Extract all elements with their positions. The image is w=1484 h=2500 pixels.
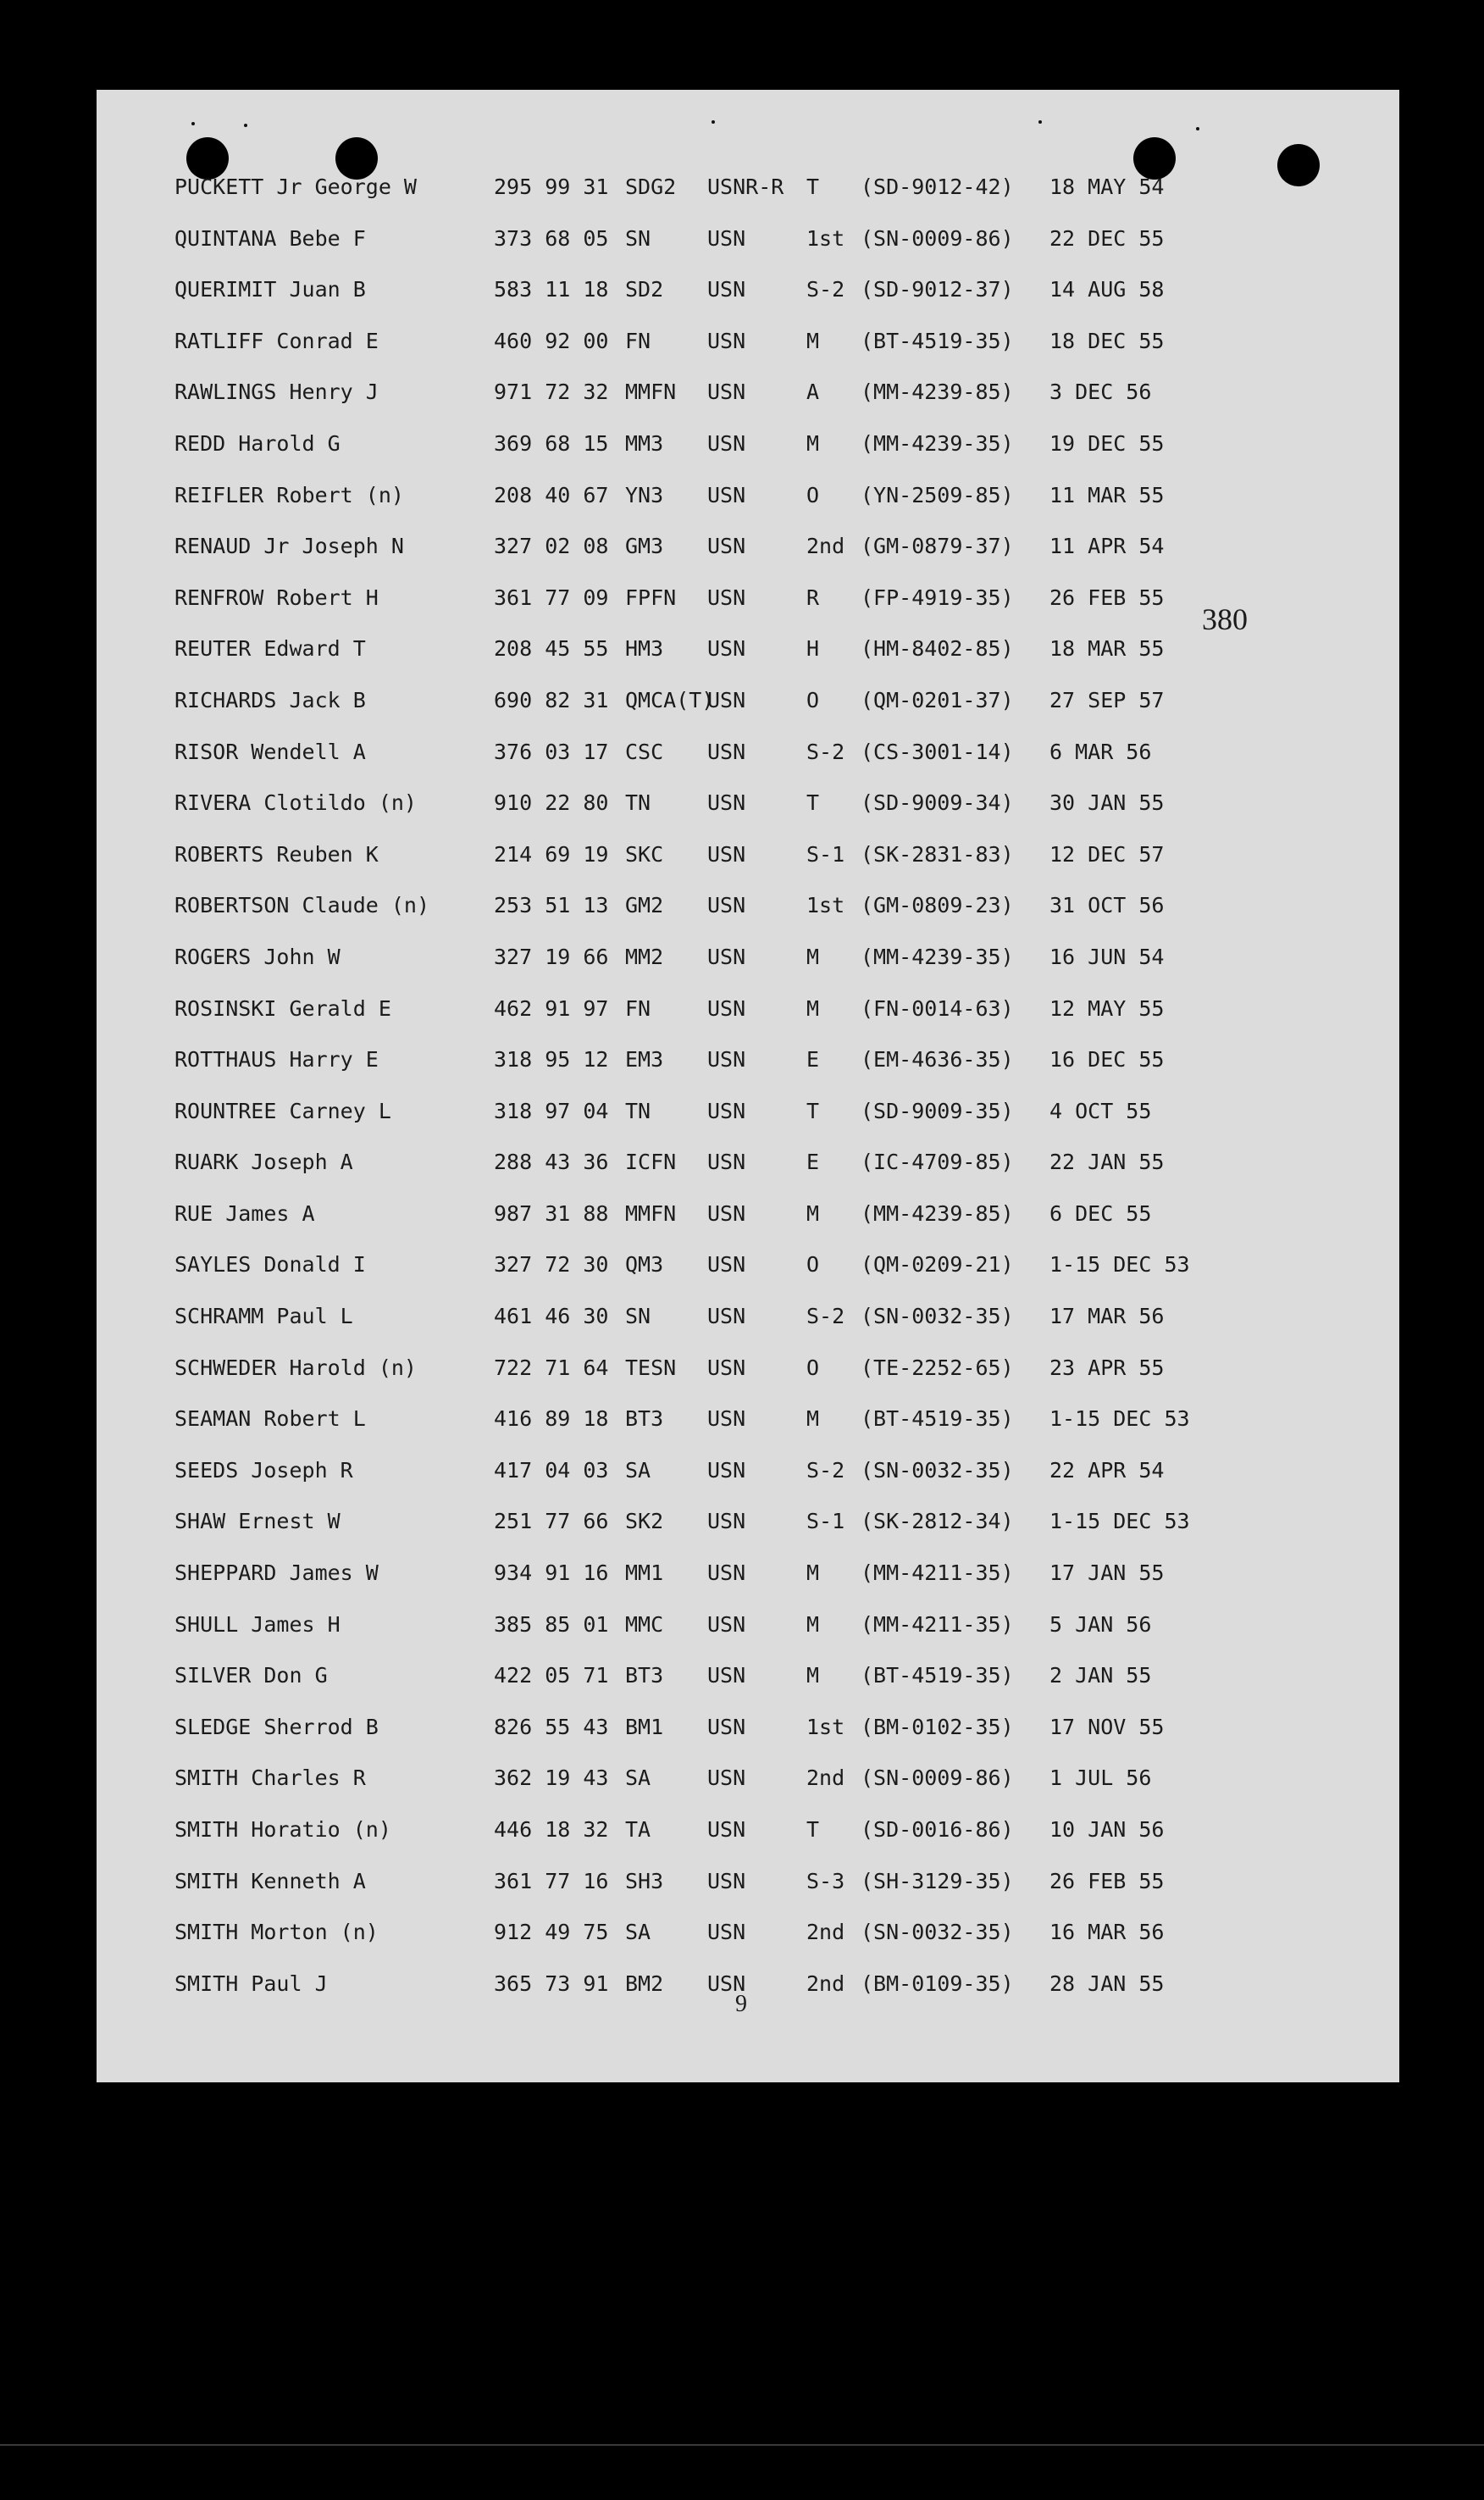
service-number: 288 43 36 (494, 1150, 609, 1175)
branch: USN (707, 1971, 746, 1996)
code: (HM-8402-85) (861, 636, 1014, 662)
person-name: PUCKETT Jr George W (174, 175, 417, 199)
rate: YN3 (625, 482, 664, 507)
code: (BT-4519-35) (861, 328, 1014, 353)
branch: USN (707, 1406, 746, 1432)
branch: USN (707, 225, 746, 251)
branch: USN (707, 636, 746, 662)
date: 16 DEC 55 (1049, 1047, 1165, 1073)
branch: USN (707, 1714, 746, 1739)
class: A (806, 380, 820, 405)
service-number: 369 68 15 (494, 430, 609, 456)
date: 1-15 DEC 53 (1049, 1252, 1190, 1278)
code: (SN-0009-86) (861, 225, 1014, 251)
code: (CS-3001-14) (861, 739, 1014, 764)
branch: USN (707, 1200, 746, 1226)
code: (MM-4239-35) (861, 944, 1014, 969)
speck (712, 120, 715, 124)
branch: USN (707, 1150, 746, 1175)
person-name: SCHRAMM Paul L (174, 1304, 353, 1329)
person-name: SILVER Don G (174, 1663, 328, 1688)
code: (SD-9012-37) (861, 277, 1014, 302)
service-number: 417 04 03 (494, 1457, 609, 1483)
person-name: RENFROW Robert H (174, 585, 379, 610)
branch: USN (707, 995, 746, 1021)
branch: USN (707, 1766, 746, 1791)
service-number: 722 71 64 (494, 1355, 609, 1380)
class: S-2 (806, 739, 845, 764)
code: (MM-4211-35) (861, 1560, 1014, 1586)
person-name: ROSINSKI Gerald E (174, 995, 391, 1021)
class: S-2 (806, 1304, 845, 1329)
branch: USN (707, 841, 746, 867)
date: 26 FEB 55 (1049, 1868, 1165, 1893)
class: O (806, 1355, 820, 1380)
class: E (806, 1047, 820, 1073)
code: (MM-4239-85) (861, 380, 1014, 405)
branch: USN (707, 687, 746, 712)
date: 22 APR 54 (1049, 1457, 1165, 1483)
code: (QM-0201-37) (861, 687, 1014, 712)
code: (IC-4709-85) (861, 1150, 1014, 1175)
person-name: RICHARDS Jack B (174, 687, 366, 712)
scan-edge-line (0, 2444, 1484, 2446)
rate: EM3 (625, 1047, 664, 1073)
rate: MMC (625, 1611, 664, 1637)
service-number: 208 40 67 (494, 482, 609, 507)
service-number: 251 77 66 (494, 1509, 609, 1534)
date: 16 JUN 54 (1049, 944, 1165, 969)
date: 1-15 DEC 53 (1049, 1509, 1190, 1534)
person-name: SMITH Horatio (n) (174, 1817, 391, 1842)
branch: USN (707, 1457, 746, 1483)
class: M (806, 430, 820, 456)
code: (MM-4239-35) (861, 430, 1014, 456)
rate: SH3 (625, 1868, 664, 1893)
rate: SDG2 (625, 175, 677, 199)
service-number: 446 18 32 (494, 1817, 609, 1842)
service-number: 327 02 08 (494, 534, 609, 559)
code: (MM-4211-35) (861, 1611, 1014, 1637)
rate: BT3 (625, 1406, 664, 1432)
class: T (806, 790, 820, 816)
code: (MM-4239-85) (861, 1200, 1014, 1226)
code: (SD-9009-34) (861, 790, 1014, 816)
rate: MMFN (625, 380, 677, 405)
branch: USN (707, 534, 746, 559)
service-number: 910 22 80 (494, 790, 609, 816)
branch: USN (707, 1047, 746, 1073)
date: 12 MAY 55 (1049, 995, 1165, 1021)
class: M (806, 328, 820, 353)
rate: TN (625, 790, 651, 816)
class: S-1 (806, 1509, 845, 1534)
class: M (806, 1560, 820, 1586)
class: M (806, 944, 820, 969)
branch: USN (707, 1920, 746, 1945)
rate: FN (625, 328, 651, 353)
rate: BT3 (625, 1663, 664, 1688)
rate: TN (625, 1098, 651, 1123)
service-number: 971 72 32 (494, 380, 609, 405)
code: (FN-0014-63) (861, 995, 1014, 1021)
class: S-1 (806, 841, 845, 867)
service-number: 327 72 30 (494, 1252, 609, 1278)
rate: SKC (625, 841, 664, 867)
class: 1st (806, 225, 845, 251)
class: 1st (806, 893, 845, 918)
class: O (806, 482, 820, 507)
branch: USN (707, 1611, 746, 1637)
punch-hole-left-1 (186, 137, 229, 180)
rate: SA (625, 1766, 651, 1791)
date: 23 APR 55 (1049, 1355, 1165, 1380)
service-number: 826 55 43 (494, 1714, 609, 1739)
person-name: SAYLES Donald I (174, 1252, 366, 1278)
person-name: REIFLER Robert (n) (174, 482, 404, 507)
code: (SD-9012-42) (861, 175, 1014, 199)
rate: SA (625, 1920, 651, 1945)
branch: USNR-R (707, 175, 784, 199)
branch: USN (707, 1355, 746, 1380)
punch-hole-right-2 (1277, 144, 1320, 186)
code: (GM-0879-37) (861, 534, 1014, 559)
person-name: ROUNTREE Carney L (174, 1098, 391, 1123)
class: 2nd (806, 1920, 845, 1945)
person-name: SMITH Kenneth A (174, 1868, 366, 1893)
service-number: 376 03 17 (494, 739, 609, 764)
rate: SA (625, 1457, 651, 1483)
person-name: ROTTHAUS Harry E (174, 1047, 379, 1073)
rate: GM2 (625, 893, 664, 918)
punch-hole-left-2 (335, 137, 378, 180)
class: R (806, 585, 820, 610)
code: (SN-0009-86) (861, 1766, 1014, 1791)
person-name: SMITH Paul J (174, 1971, 328, 1996)
service-number: 295 99 31 (494, 175, 609, 199)
date: 1-15 DEC 53 (1049, 1406, 1190, 1432)
class: T (806, 175, 820, 199)
rate: MM3 (625, 430, 664, 456)
code: (QM-0209-21) (861, 1252, 1014, 1278)
date: 2 JAN 55 (1049, 1663, 1152, 1688)
rate: QM3 (625, 1252, 664, 1278)
service-number: 912 49 75 (494, 1920, 609, 1945)
rate: BM2 (625, 1971, 664, 1996)
date: 11 APR 54 (1049, 534, 1165, 559)
service-number: 583 11 18 (494, 277, 609, 302)
service-number: 253 51 13 (494, 893, 609, 918)
date: 6 MAR 56 (1049, 739, 1152, 764)
rate: HM3 (625, 636, 664, 662)
service-number: 416 89 18 (494, 1406, 609, 1432)
service-number: 208 45 55 (494, 636, 609, 662)
person-name: SEEDS Joseph R (174, 1457, 353, 1483)
code: (BM-0102-35) (861, 1714, 1014, 1739)
rate: MM1 (625, 1560, 664, 1586)
date: 16 MAR 56 (1049, 1920, 1165, 1945)
code: (SN-0032-35) (861, 1457, 1014, 1483)
branch: USN (707, 944, 746, 969)
date: 28 JAN 55 (1049, 1971, 1165, 1996)
person-name: RUE James A (174, 1200, 315, 1226)
code: (SN-0032-35) (861, 1304, 1014, 1329)
service-number: 690 82 31 (494, 687, 609, 712)
person-name: SLEDGE Sherrod B (174, 1714, 379, 1739)
date: 11 MAR 55 (1049, 482, 1165, 507)
rate: QMCA(T) (625, 687, 715, 712)
code: (SK-2831-83) (861, 841, 1014, 867)
person-name: SMITH Morton (n) (174, 1920, 379, 1945)
service-number: 327 19 66 (494, 944, 609, 969)
class: 2nd (806, 534, 845, 559)
code: (SD-9009-35) (861, 1098, 1014, 1123)
class: M (806, 1200, 820, 1226)
service-number: 318 97 04 (494, 1098, 609, 1123)
rate: BM1 (625, 1714, 664, 1739)
person-name: SHEPPARD James W (174, 1560, 379, 1586)
branch: USN (707, 430, 746, 456)
branch: USN (707, 790, 746, 816)
service-number: 361 77 09 (494, 585, 609, 610)
date: 1 JUL 56 (1049, 1766, 1152, 1791)
service-number: 461 46 30 (494, 1304, 609, 1329)
person-name: RAWLINGS Henry J (174, 380, 379, 405)
person-name: RATLIFF Conrad E (174, 328, 379, 353)
service-number: 362 19 43 (494, 1766, 609, 1791)
class: S-3 (806, 1868, 845, 1893)
date: 22 DEC 55 (1049, 225, 1165, 251)
service-number: 934 91 16 (494, 1560, 609, 1586)
rate: TA (625, 1817, 651, 1842)
rate: SK2 (625, 1509, 664, 1534)
service-number: 361 77 16 (494, 1868, 609, 1893)
person-name: RUARK Joseph A (174, 1150, 353, 1175)
rate: FPFN (625, 585, 677, 610)
speck (244, 124, 247, 127)
person-name: SCHWEDER Harold (n) (174, 1355, 417, 1380)
class: T (806, 1098, 820, 1123)
date: 30 JAN 55 (1049, 790, 1165, 816)
person-name: RENAUD Jr Joseph N (174, 534, 404, 559)
branch: USN (707, 1560, 746, 1586)
date: 17 MAR 56 (1049, 1304, 1165, 1329)
code: (BT-4519-35) (861, 1406, 1014, 1432)
document-page (97, 90, 1399, 2082)
code: (TE-2252-65) (861, 1355, 1014, 1380)
branch: USN (707, 328, 746, 353)
rate: MMFN (625, 1200, 677, 1226)
class: S-2 (806, 277, 845, 302)
class: 2nd (806, 1971, 845, 1996)
class: M (806, 1611, 820, 1637)
date: 6 DEC 55 (1049, 1200, 1152, 1226)
branch: USN (707, 893, 746, 918)
branch: USN (707, 482, 746, 507)
date: 10 JAN 56 (1049, 1817, 1165, 1842)
page-number: 9 (735, 1991, 747, 2017)
margin-number: 380 (1202, 602, 1248, 636)
person-name: ROGERS John W (174, 944, 341, 969)
class: E (806, 1150, 820, 1175)
person-name: RISOR Wendell A (174, 739, 366, 764)
service-number: 214 69 19 (494, 841, 609, 867)
punch-hole-right-1 (1133, 137, 1176, 180)
date: 17 NOV 55 (1049, 1714, 1165, 1739)
person-name: REUTER Edward T (174, 636, 366, 662)
rate: ICFN (625, 1150, 677, 1175)
date: 31 OCT 56 (1049, 893, 1165, 918)
class: 2nd (806, 1766, 845, 1791)
date: 3 DEC 56 (1049, 380, 1152, 405)
service-number: 318 95 12 (494, 1047, 609, 1073)
person-name: SMITH Charles R (174, 1766, 366, 1791)
person-name: SEAMAN Robert L (174, 1406, 366, 1432)
person-name: QUERIMIT Juan B (174, 277, 366, 302)
branch: USN (707, 585, 746, 610)
rate: TESN (625, 1355, 677, 1380)
service-number: 373 68 05 (494, 225, 609, 251)
class: S-2 (806, 1457, 845, 1483)
code: (BM-0109-35) (861, 1971, 1014, 1996)
code: (SD-0016-86) (861, 1817, 1014, 1842)
service-number: 422 05 71 (494, 1663, 609, 1688)
rate: SD2 (625, 277, 664, 302)
speck (191, 122, 195, 125)
person-name: QUINTANA Bebe F (174, 225, 366, 251)
code: (YN-2509-85) (861, 482, 1014, 507)
class: H (806, 636, 820, 662)
person-name: ROBERTSON Claude (n) (174, 893, 430, 918)
branch: USN (707, 739, 746, 764)
rate: SN (625, 225, 651, 251)
service-number: 385 85 01 (494, 1611, 609, 1637)
date: 18 MAY 54 (1049, 175, 1165, 199)
code: (EM-4636-35) (861, 1047, 1014, 1073)
branch: USN (707, 1817, 746, 1842)
branch: USN (707, 277, 746, 302)
date: 14 AUG 58 (1049, 277, 1165, 302)
date: 18 MAR 55 (1049, 636, 1165, 662)
class: M (806, 1406, 820, 1432)
date: 18 DEC 55 (1049, 328, 1165, 353)
person-name: SHAW Ernest W (174, 1509, 341, 1534)
rate: MM2 (625, 944, 664, 969)
code: (BT-4519-35) (861, 1663, 1014, 1688)
branch: USN (707, 1252, 746, 1278)
code: (SK-2812-34) (861, 1509, 1014, 1534)
branch: USN (707, 1509, 746, 1534)
rate: CSC (625, 739, 664, 764)
class: M (806, 1663, 820, 1688)
class: O (806, 1252, 820, 1278)
person-name: REDD Harold G (174, 430, 341, 456)
code: (SN-0032-35) (861, 1920, 1014, 1945)
branch: USN (707, 1304, 746, 1329)
date: 27 SEP 57 (1049, 687, 1165, 712)
class: M (806, 995, 820, 1021)
rate: SN (625, 1304, 651, 1329)
date: 12 DEC 57 (1049, 841, 1165, 867)
branch: USN (707, 1868, 746, 1893)
rate: GM3 (625, 534, 664, 559)
date: 22 JAN 55 (1049, 1150, 1165, 1175)
rate: FN (625, 995, 651, 1021)
class: 1st (806, 1714, 845, 1739)
class: T (806, 1817, 820, 1842)
branch: USN (707, 380, 746, 405)
person-name: SHULL James H (174, 1611, 341, 1637)
code: (SH-3129-35) (861, 1868, 1014, 1893)
date: 26 FEB 55 (1049, 585, 1165, 610)
date: 17 JAN 55 (1049, 1560, 1165, 1586)
branch: USN (707, 1098, 746, 1123)
date: 5 JAN 56 (1049, 1611, 1152, 1637)
service-number: 365 73 91 (494, 1971, 609, 1996)
service-number: 462 91 97 (494, 995, 609, 1021)
service-number: 987 31 88 (494, 1200, 609, 1226)
speck (1196, 127, 1199, 130)
code: (GM-0809-23) (861, 893, 1014, 918)
person-name: ROBERTS Reuben K (174, 841, 379, 867)
branch: USN (707, 1663, 746, 1688)
code: (FP-4919-35) (861, 585, 1014, 610)
person-name: RIVERA Clotildo (n) (174, 790, 417, 816)
date: 4 OCT 55 (1049, 1098, 1152, 1123)
service-number: 460 92 00 (494, 328, 609, 353)
class: O (806, 687, 820, 712)
date: 19 DEC 55 (1049, 430, 1165, 456)
speck (1038, 120, 1042, 124)
